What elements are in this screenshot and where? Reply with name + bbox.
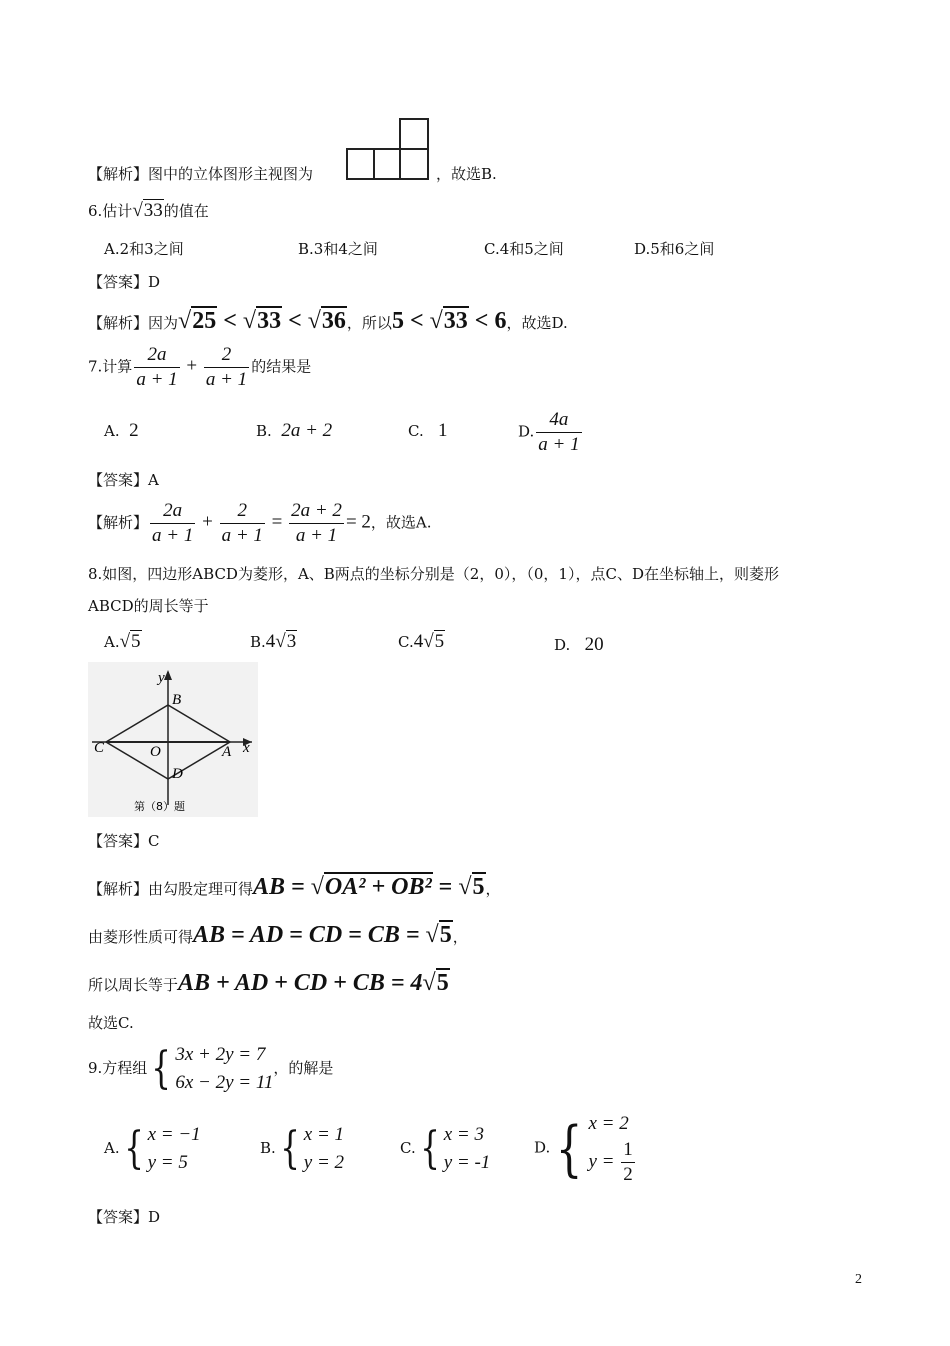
q9-answer-value: D — [148, 1208, 161, 1226]
q6-answer-value: D — [148, 273, 161, 291]
q6-stem-pre: 6.估计 — [88, 202, 133, 220]
q6-analysis: 【解析】因为√25 < √33 < √36，所以5 < √33 < 6，故选D. — [88, 308, 568, 334]
q7-option-a: A. 2 — [104, 420, 139, 441]
q8-figure-caption: 第（8）题 — [134, 800, 185, 813]
q8-analysis-line1: 【解析】由勾股定理可得AB = √OA² + OB² = √5， — [88, 874, 501, 900]
q6-answer: 【答案】D — [88, 273, 161, 291]
q8-answer-value: C — [148, 832, 160, 850]
q8-figure-label-y: y — [158, 670, 165, 686]
q8-figure-label-a: A — [222, 744, 232, 760]
q8-rhombus-figure — [88, 662, 258, 817]
q6-stem: 6.估计√33的值在 — [88, 200, 209, 221]
q8-stem-line1: 8.如图，四边形ABCD为菱形，A、B两点的坐标分别是（2，0），（0，1），点C、D在坐标轴上，则菱形 — [88, 565, 779, 583]
q9-stem: 9.方程组{ 3x + 2y = 7 6x − 2y = 11 ，的解是 — [88, 1043, 334, 1094]
q9-option-a: A.{ x = −1 y = 5 — [104, 1123, 201, 1174]
q8-answer: 【答案】C — [88, 832, 160, 850]
q8-option-c: C.4√5 — [398, 631, 445, 652]
q8-figure-label-x: x — [243, 740, 250, 756]
q6-option-c: C.4和5之间 — [484, 240, 564, 258]
q9-option-d: D.{ x = 2 y = $\frac{1}{2}$ — [534, 1113, 633, 1185]
q5-analysis-text: 图中的立体图形主视图为 — [148, 165, 314, 183]
q5-analysis-conclusion: ，故选B. — [436, 165, 497, 183]
q8-analysis-line2: 由菱形性质可得AB = AD = CD = CB = √5， — [88, 922, 468, 948]
q7-analysis: 【解析】 $\frac{2a}{a + 1}$ + $\frac{2}{a + 1}$ = $\frac{2a + 2}{a + 1}$ = 2，故选A. — [88, 500, 432, 546]
q7-option-c: C. 1 — [408, 420, 448, 441]
q9-option-c: C.{ x = 3 y = -1 — [400, 1123, 491, 1174]
q7-option-b: B. 2a + 2 — [256, 420, 333, 441]
q8-figure-label-b: B — [172, 692, 182, 708]
q6-option-a: A.2和3之间 — [104, 240, 184, 258]
q6-stem-post: 的值在 — [163, 202, 209, 220]
q6-radicand: 33 — [143, 200, 163, 221]
analysis-label: 【解析】 — [88, 165, 149, 183]
q5-analysis — [88, 163, 313, 184]
q7-answer-value: A — [148, 471, 159, 489]
q7-answer: 【答案】A — [88, 471, 159, 489]
q8-conclusion: 故选C. — [88, 1014, 134, 1032]
q8-option-d: D. 20 — [554, 634, 604, 655]
q7-stem: 7.计算 $\frac{2a}{a + 1}$ + $\frac{2}{a + 1}$ 的结果是 — [88, 344, 312, 390]
q6-option-d: D.5和6之间 — [634, 240, 715, 258]
q8-figure-label-o: O — [150, 744, 161, 760]
q8-analysis-line3: 所以周长等于AB + AD + CD + CB = 4√5 — [88, 970, 449, 996]
q8-figure-label-d: D — [172, 766, 183, 782]
q8-figure-label-c: C — [94, 740, 105, 756]
q9-option-b: B.{ x = 1 y = 2 — [260, 1123, 345, 1174]
q8-option-b: B.4√3 — [250, 631, 297, 652]
page-number: 2 — [855, 1272, 862, 1287]
q6-option-b: B.3和4之间 — [298, 240, 378, 258]
q8-stem-line2: ABCD的周长等于 — [88, 597, 209, 615]
q8-option-a: A.√5 — [104, 631, 141, 652]
q9-answer: 【答案】D — [88, 1208, 161, 1226]
q5-front-view-figure — [344, 116, 434, 186]
q7-option-d: D. $\frac{4a}{a + 1}$ — [518, 409, 580, 455]
